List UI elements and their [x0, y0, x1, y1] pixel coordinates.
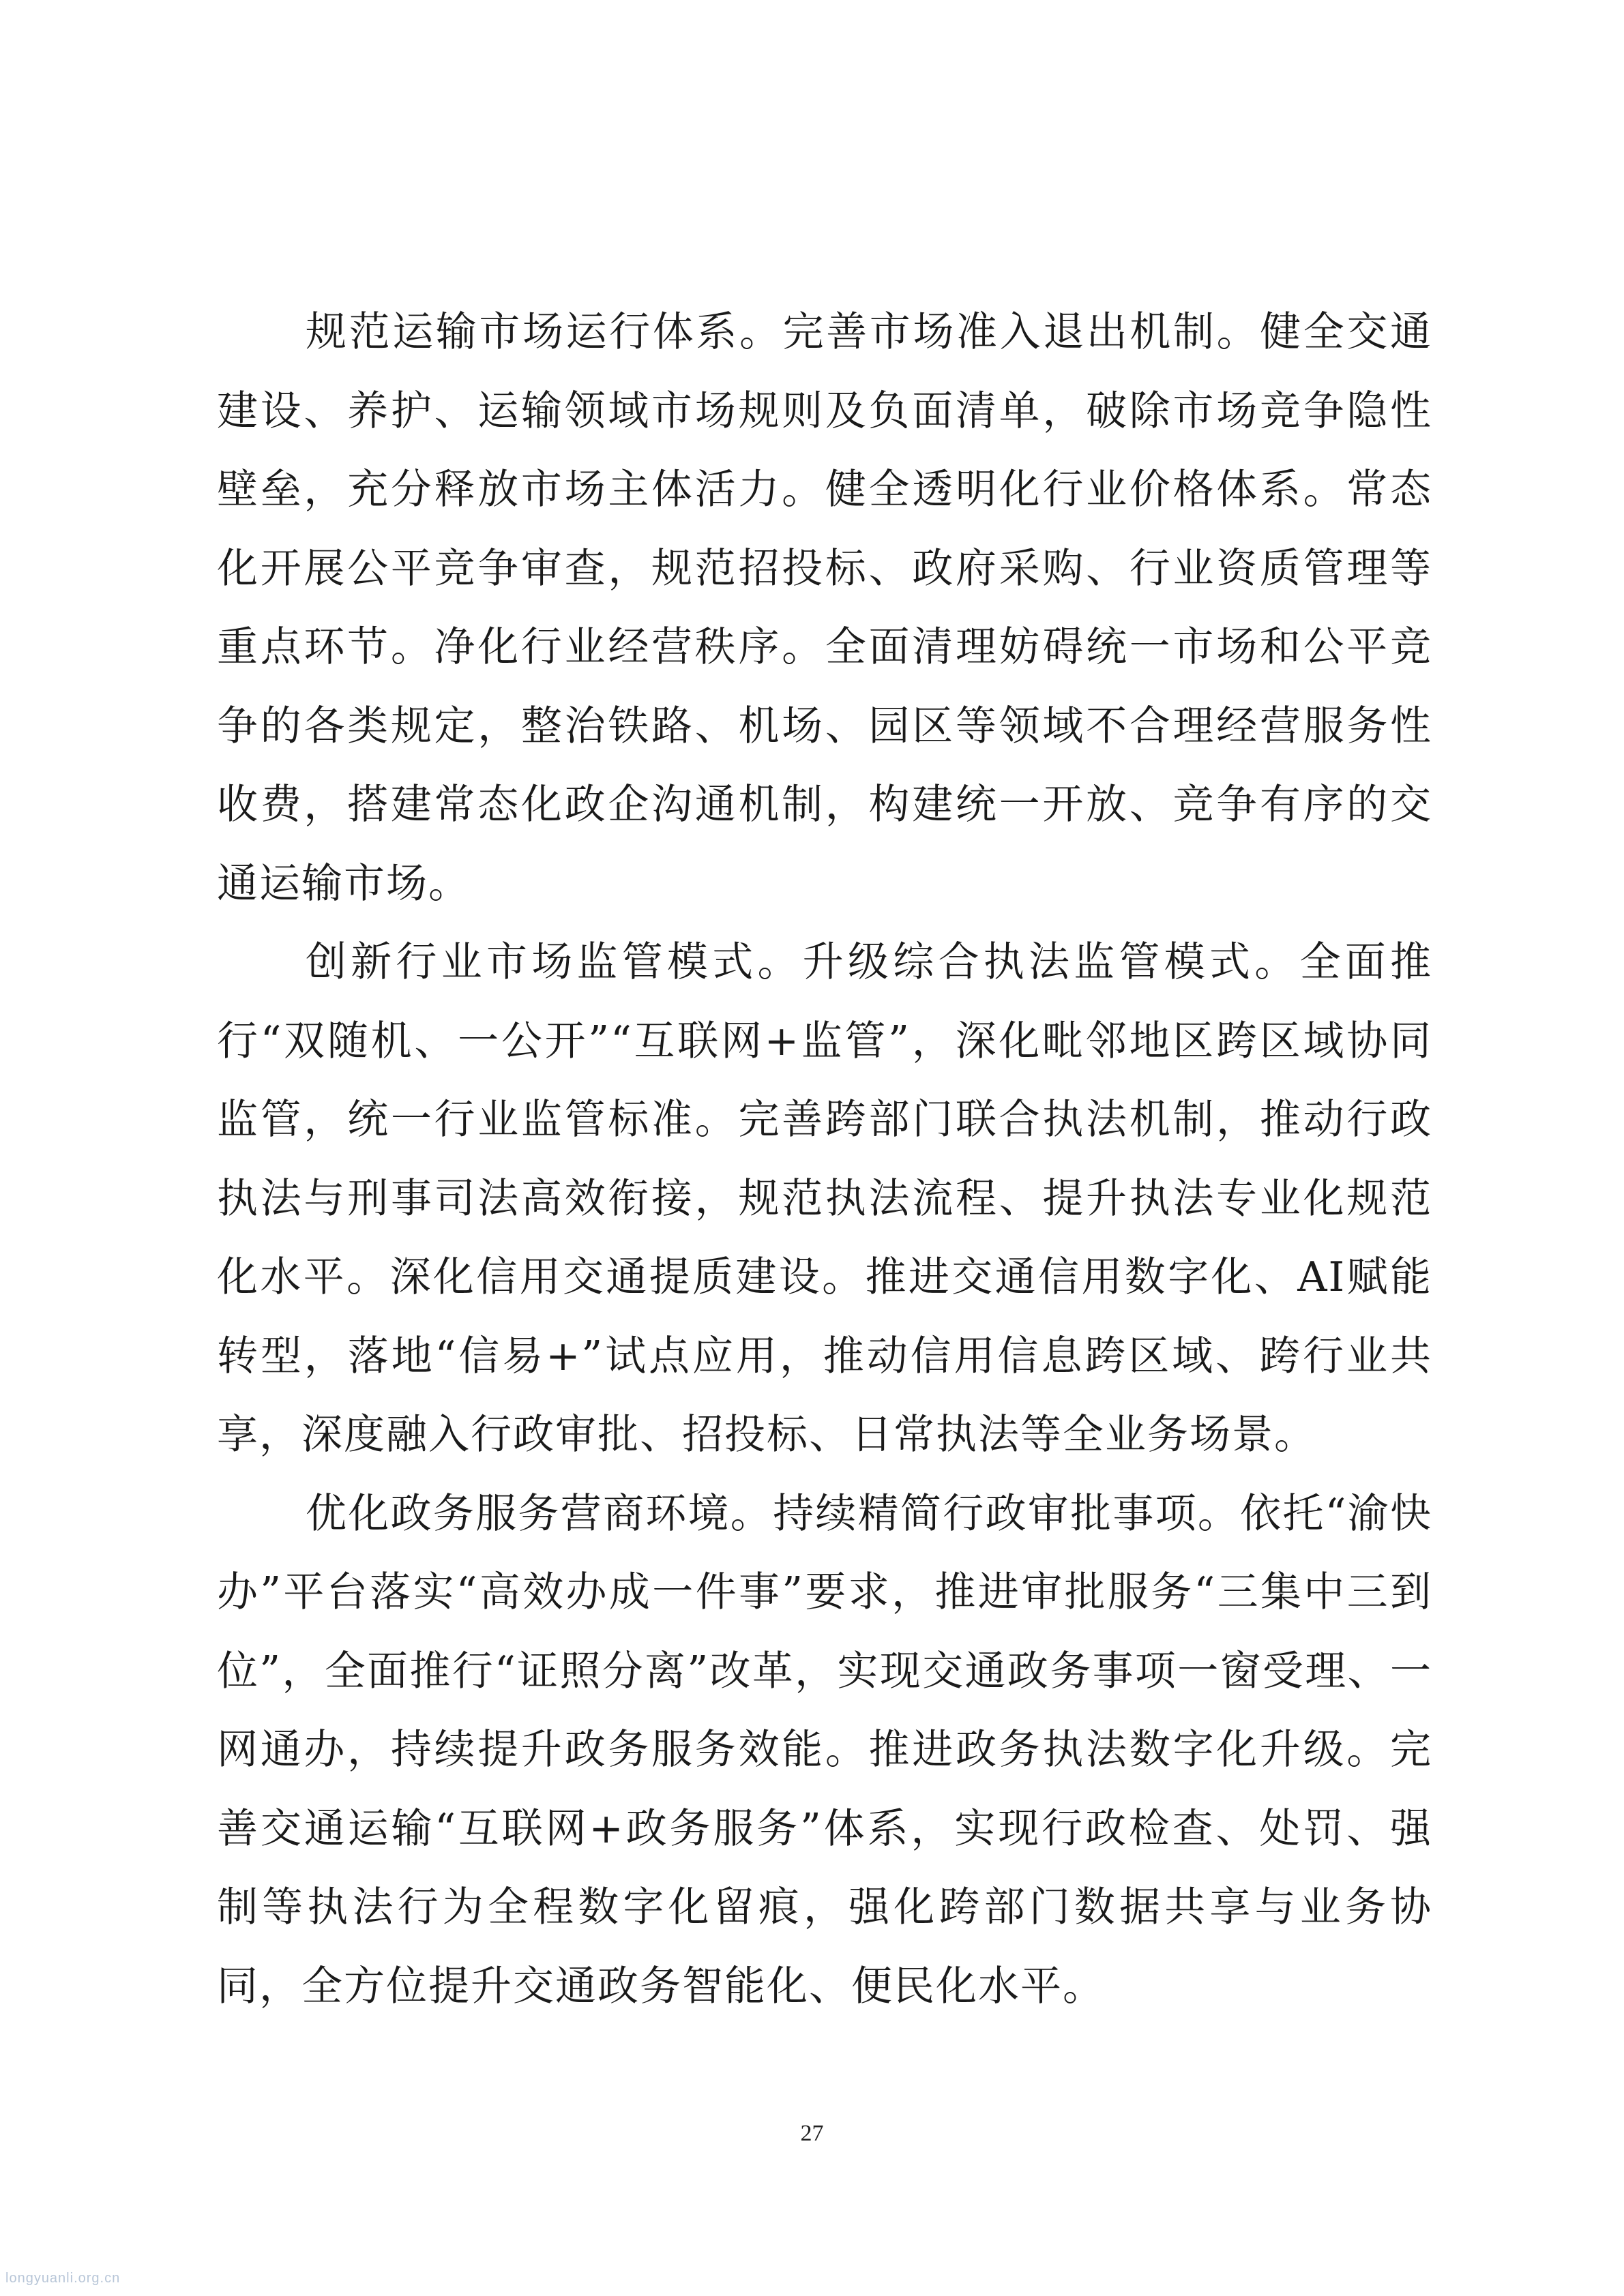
paragraph-market-system [217, 293, 1432, 923]
paragraph-heading: 规范运输市场运行体系。 [306, 308, 783, 356]
paragraph-government-service [217, 1475, 1432, 2027]
paragraph-text: 完善市场准入退出机制。健全交通建设、养护、运输领域市场规则及负面清单，破除市场竞争隐性壁垒，充分释放市场主体活力。健全透明化行业价格体系。常态化开展公平竞争审查，规范招投标、政府采购、行业资质管理等重点环节。净化行业经营秩序。全面清理妨碍统一市场和公平竞争的各类规定，整治铁路、机场、园区等领域不合理经营服务性收费，搭建常态化政企沟通机制，构建统一开放、竞争有序的交通运输市场。 [217, 308, 1433, 908]
page-number: 27 [800, 2121, 824, 2146]
document-body [217, 293, 1432, 2026]
paragraph-heading: 优化政务服务营商环境。 [306, 1489, 773, 1538]
paragraph-text: 升级综合执法监管模式。全面推行“双随机、一公开”“互联网+监管”，深化毗邻地区跨区域协同监管，统一行业监管标准。完善跨部门联合执法机制，推动行政执法与刑事司法高效衔接，规范执法流程、提升执法专业化规范化水平。深化信用交通提质建设。推进交通信用数字化、AI赋能转型，落地“信易+”试点应用，推动信用信息跨区域、跨行业共享，深度融入行政审批、招投标、日常执法等全业务场景。 [217, 938, 1432, 1459]
site-watermark: longyuanli.org.cn [5, 2271, 121, 2286]
paragraph-supervision [217, 923, 1432, 1475]
paragraph-heading: 创新行业市场监管模式。 [306, 938, 803, 986]
paragraph-text: 持续精简行政审批事项。依托“渝快办”平台落实“高效办成一件事”要求，推进审批服务“三集中三到位”，全面推行“证照分离”改革，实现交通政务事项一窗受理、一网通办，持续提升政务服务效能。推进政务执法数字化升级。完善交通运输“互联网+政务服务”体系，实现行政检查、处罚、强制等执法行为全程数字化留痕，强化跨部门数据共享与业务协同，全方位提升交通政务智能化、便民化水平。 [217, 1489, 1432, 2010]
